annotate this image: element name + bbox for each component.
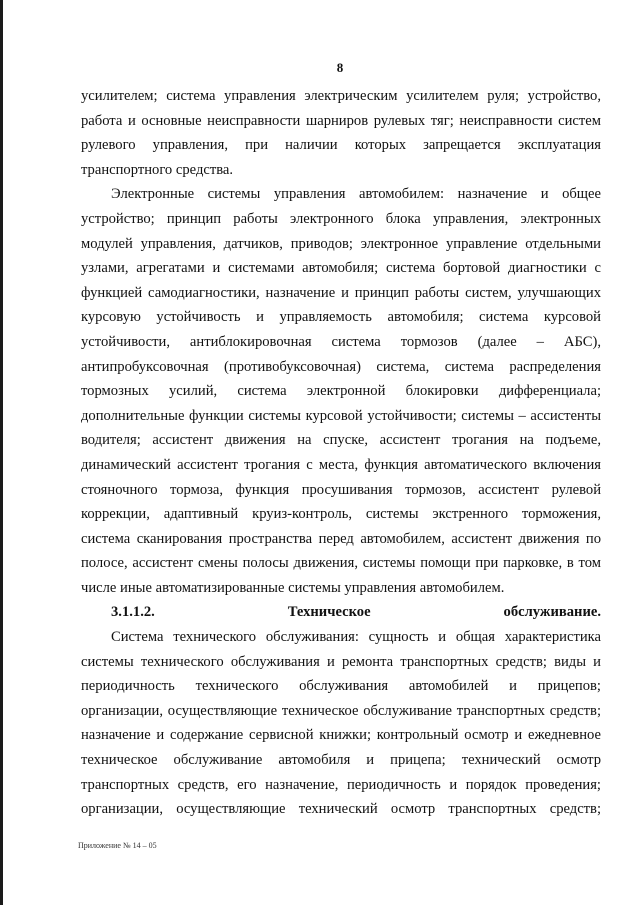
page-edge: [0, 0, 3, 905]
section-heading: 3.1.1.2. Техническое обслуживание.: [111, 604, 601, 621]
document-body: [81, 84, 601, 822]
page-number: 8: [336, 60, 344, 75]
footer-note: Приложение № 14 – 05: [78, 841, 157, 850]
paragraph-steering: усилителем; система управления электрическим усилителем руля; устройство, работа и основные неисправности шарниров рулевых тяг; неисправности систем рулевого управления, при наличии которых запрещается эксплуатация транспортного средства.: [81, 88, 601, 178]
paragraph-electronic-systems: Электронные системы управления автомобилем: назначение и общее устройство; принцип работы электронного блока управления, электронных модулей управления, датчиков, приводов; электронное управление отдельными узлами, агрегатами и системами автомобиля; система бортовой диагностики с функцией самодиагностики, назначение и принцип работы систем, улучшающих курсовую устойчивость и управляемость автомобиля; система курсовой устойчивости, антиблокировочная система тормозов (далее – АБС), антипробуксовочная (противобуксовочная) система, система распределения тормозных усилий, система электронной блокировки дифференциала; дополнительные функции системы курсовой устойчивости; системы – ассистенты водителя; ассистент движения на спуске, ассистент трогания на подъеме, динамический ассистент трогания с места, функция автоматического включения стояночного тормоза, функция просушивания тормозов, ассистент рулевой коррекции, адаптивный круиз-контроль, системы экстренного торможения, система сканирования пространства перед автомобилем, ассистент движения по полосе, ассистент смены полосы движения, системы помощи при парковке, в том числе иные автоматизированные системы управления автомобилем.: [81, 186, 601, 596]
paragraph-maintenance: Система технического обслуживания: сущность и общая характеристика системы технического обслуживания и ремонта транспортных средств; виды и периодичность технического обслуживания автомобилей и прицепов; организации, осуществляющие техническое обслуживание транспортных средств; назначение и содержание сервисной книжки; контрольный осмотр и ежедневное техническое обслуживание автомобиля и прицепа; технический осмотр транспортных средств, его назначение, периодичность и порядок проведения; организации, осуществляющие технический осмотр транспортных средств;: [81, 629, 601, 818]
